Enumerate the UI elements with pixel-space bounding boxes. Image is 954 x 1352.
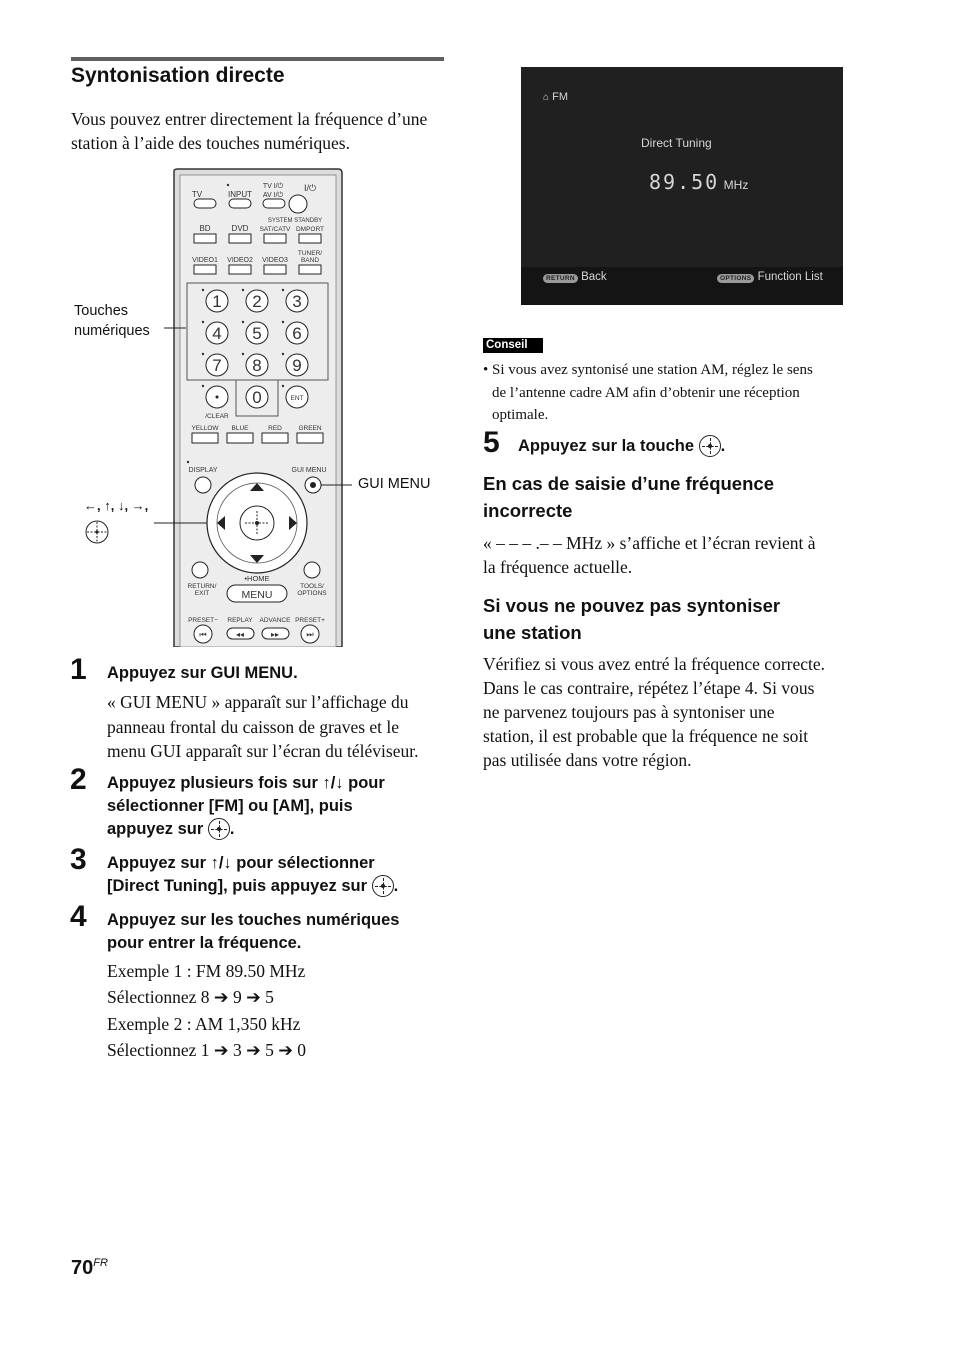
tip-text: • Si vous avez syntonisé une station AM, réglez le sens de l’antenne cadre AM afin d’obtenir une réception optimale. — [483, 362, 813, 423]
svg-text:2: 2 — [252, 292, 262, 311]
label-gui-menu: GUI MENU — [358, 476, 431, 492]
step-4-heading: Appuyez sur les touches numériques pour entrer la fréquence. — [107, 911, 400, 952]
step-1-heading: Appuyez sur GUI MENU. — [107, 664, 298, 682]
lbl-dvd: DVD — [231, 224, 249, 233]
step-5-number: 5 — [483, 426, 500, 459]
step-5-heading: Appuyez sur la touche . — [518, 437, 726, 455]
tip-label: Conseil — [483, 338, 543, 353]
tv-band: ⌂ FM — [543, 91, 568, 103]
tv-frequency: 89.50 MHz — [649, 170, 749, 194]
tv-screen — [521, 67, 843, 305]
svg-text:6: 6 — [292, 324, 302, 343]
lbl-system-standby: SYSTEM STANDBY — [267, 218, 323, 224]
svg-text:TOOLS/: TOOLS/ — [300, 583, 324, 590]
av-power-button[interactable] — [263, 199, 285, 208]
lbl-input: INPUT — [228, 190, 252, 199]
svg-text:1: 1 — [212, 292, 222, 311]
tv-function-list[interactable]: OPTIONS Function List — [717, 271, 823, 283]
lbl-tv: TV — [191, 190, 203, 199]
svg-text:▸▸: ▸▸ — [270, 630, 280, 639]
yellow-button[interactable] — [192, 433, 218, 443]
svg-text:ADVANCE: ADVANCE — [259, 617, 291, 624]
satcatv-button[interactable] — [264, 234, 286, 243]
tv-back[interactable]: RETURN Back — [543, 271, 607, 283]
svg-text:EXIT: EXIT — [194, 590, 210, 597]
step-2-heading: Appuyez plusieurs fois sur ↑/↓ pour sélectionner [FM] ou [AM], puis appuyez sur . — [107, 774, 385, 838]
input-button[interactable] — [229, 199, 251, 208]
tv-mode: Direct Tuning — [641, 136, 712, 150]
dmport-button[interactable] — [299, 234, 321, 243]
lbl-satcatv: SAT/CATV — [259, 226, 291, 233]
lbl-menu: MENU — [241, 589, 273, 601]
tools-button[interactable] — [304, 562, 320, 578]
svg-text:⏮: ⏮ — [199, 630, 207, 639]
home-icon: ⌂ — [543, 92, 550, 103]
svg-text:RETURN/: RETURN/ — [187, 583, 217, 590]
svg-text:REPLAY: REPLAY — [227, 617, 253, 624]
video2-button[interactable] — [229, 265, 251, 274]
lbl-clear: /CLEAR — [205, 413, 229, 420]
lbl-ent: ENT — [290, 395, 304, 402]
page-number: $70^{FR}$ — [71, 1257, 108, 1279]
lbl-av-power: AV I/⏻ — [262, 192, 284, 199]
svg-text:OPTIONS: OPTIONS — [297, 590, 327, 597]
lbl-power: I/⏻ — [303, 183, 317, 193]
lbl-yellow: YELLOW — [191, 425, 219, 432]
tuner-band-button[interactable] — [299, 265, 321, 274]
step-2-number: 2 — [70, 763, 87, 796]
label-numeric-keys: Touches numériques — [74, 303, 150, 339]
power-button[interactable] — [289, 195, 307, 213]
svg-text:⏭: ⏭ — [306, 630, 314, 639]
svg-text:4: 4 — [212, 324, 222, 343]
svg-text:5: 5 — [252, 324, 262, 343]
lbl-home: •HOME — [244, 574, 270, 583]
enter-icon — [208, 818, 230, 840]
lbl-display: DISPLAY — [188, 467, 218, 474]
red-button[interactable] — [262, 433, 288, 443]
dvd-button[interactable] — [229, 234, 251, 243]
page-title: Syntonisation directe — [71, 64, 285, 87]
lbl-video1: VIDEO1 — [192, 257, 218, 264]
lbl-green: GREEN — [298, 425, 322, 432]
svg-text:8: 8 — [252, 356, 262, 375]
blue-button[interactable] — [227, 433, 253, 443]
remote-svg — [70, 165, 450, 647]
lbl-bd: BD — [199, 224, 211, 233]
svg-text:0: 0 — [252, 388, 262, 407]
step-3-number: 3 — [70, 843, 87, 876]
cannot-tune-body: Vérifiez si vous avez entré la fréquence correcte. Dans le cas contraire, répétez l’étape 4. Si vous ne parvenez toujours pas à syntoniser une station, il est probable que la fréquence ne soit pas utilisée dans votre région. — [483, 654, 826, 770]
lbl-band: BAND — [300, 257, 320, 264]
step-1-number: 1 — [70, 653, 87, 686]
lbl-dmport: DMPORT — [295, 226, 325, 233]
svg-text:PRESET+: PRESET+ — [295, 617, 325, 624]
subheading-incorrect: En cas de saisie d’une fréquence incorrecte — [483, 473, 774, 521]
lbl-video3: VIDEO3 — [262, 257, 288, 264]
green-button[interactable] — [297, 433, 323, 443]
label-arrows: ←, ↑, ↓, →, — [84, 498, 149, 513]
enter-icon — [699, 435, 721, 457]
step-4-number: 4 — [70, 900, 87, 933]
step-1-body: « GUI MENU » apparaît sur l’affichage du panneau frontal du caisson de graves et le menu GUI apparaît sur l’écran du téléviseur. — [107, 692, 419, 761]
lbl-tuner: TUNER/ — [297, 250, 323, 257]
lbl-red: RED — [268, 425, 282, 432]
lbl-tv-power: TV I/⏻ — [262, 183, 284, 190]
incorrect-body: « – – – .– – MHz » s’affiche et l’écran revient à la fréquence actuelle. — [483, 533, 816, 577]
svg-text:◂◂: ◂◂ — [235, 630, 245, 639]
video3-button[interactable] — [264, 265, 286, 274]
intro-paragraph: Vous pouvez entrer directement la fréquence d’une station à l’aide des touches numériques. — [71, 109, 428, 153]
svg-text:7: 7 — [212, 356, 222, 375]
svg-text:3: 3 — [292, 292, 302, 311]
lbl-video2: VIDEO2 — [227, 257, 253, 264]
step-4-examples: Exemple 1 : FM 89.50 MHz Sélectionnez 8 ➔ 9 ➔ 5 Exemple 2 : AM 1,350 kHz Sélectionnez 1 ➔ 3 ➔ 5 ➔ 0 — [107, 961, 307, 1060]
remote-illustration — [70, 165, 450, 647]
display-button[interactable] — [195, 477, 211, 493]
section-rule — [71, 57, 444, 61]
bd-button[interactable] — [194, 234, 216, 243]
svg-text:9: 9 — [292, 356, 302, 375]
step-3-heading: Appuyez sur ↑/↓ pour sélectionner [Direct Tuning], puis appuyez sur . — [107, 854, 399, 895]
lbl-blue: BLUE — [231, 425, 249, 432]
lbl-gui-menu: GUI MENU — [291, 467, 327, 474]
subheading-cannot-tune: Si vous ne pouvez pas syntoniser une station — [483, 595, 781, 643]
return-button[interactable] — [192, 562, 208, 578]
svg-text:PRESET−: PRESET− — [188, 617, 218, 624]
video1-button[interactable] — [194, 265, 216, 274]
tv-button[interactable] — [194, 199, 216, 208]
enter-icon — [372, 875, 394, 897]
